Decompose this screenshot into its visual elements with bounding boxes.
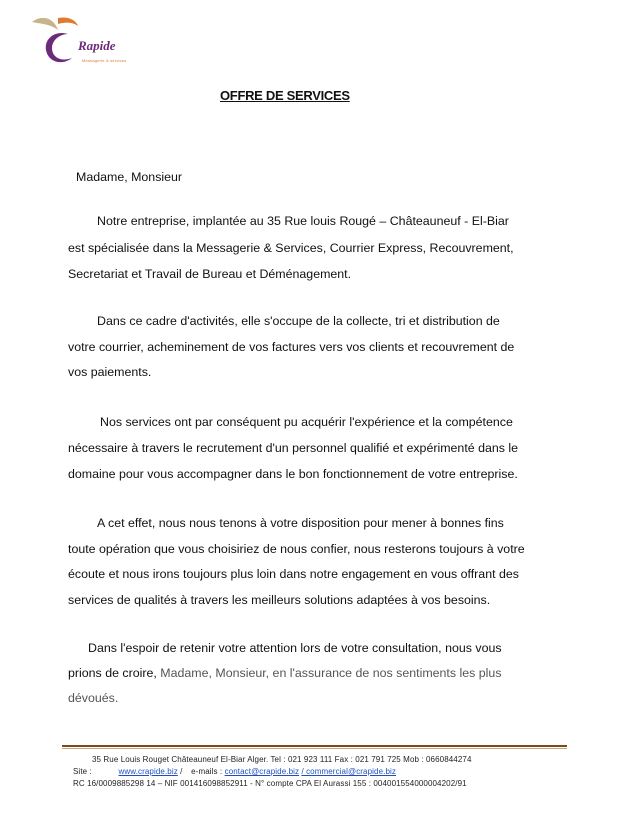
closing-line-1: Dans l'espoir de retenir votre attention lors de votre consultation, nous vous [88, 641, 502, 655]
logo-c-letter-icon [46, 33, 72, 62]
closing-line-2 [68, 665, 502, 681]
paragraph-2-line-3: vos paiements. [68, 365, 152, 379]
footer-separator: / [180, 767, 183, 776]
closing-line-3: dévoués. [68, 691, 119, 705]
closing-line-2-start: prions de croire, [68, 666, 161, 680]
paragraph-4-line-4: services de qualités à travers les meilleurs solutions adaptées à vos besoins. [68, 593, 491, 607]
footer-site-label: Site : [73, 767, 92, 776]
paragraph-2-line-2: votre courrier, acheminement de vos factures vers vos clients et recouvrement de [68, 340, 515, 354]
document-title: OFFRE DE SERVICES [220, 88, 350, 103]
greeting: Madame, Monsieur [76, 170, 183, 184]
footer-email-contact-link[interactable]: contact@crapide.biz [224, 767, 300, 776]
logo-wing-orange-icon [58, 17, 78, 26]
paragraph-3-line-2: nécessaire à travers le recrutement d'un personnel qualifié et expérimenté dans le [68, 441, 519, 455]
footer-registration: RC 16/0009885298 14 – NIF 001416098852911 - N° compte CPA El Aurassi 155 : 004001554000004202/91 [73, 779, 467, 788]
logo-wing-icon [32, 18, 58, 30]
paragraph-4-line-2: toute opération que vous choisiriez de nous confier, nous resterons toujours à votre [68, 542, 525, 556]
footer-contact-line [73, 767, 396, 777]
paragraph-4-line-3: écoute et nous irons toujours plus loin dans notre engagement en vous offrant des [68, 567, 519, 581]
footer-address: 35 Rue Louis Rouget Châteauneuf El-Biar Alger. Tel : 021 923 111 Fax : 021 791 725 Mob : 0660844274 [92, 755, 472, 764]
paragraph-4-line-1: A cet effet, nous nous tenons à votre disposition pour mener à bonnes fins [97, 516, 504, 530]
paragraph-1-line-1: Notre entreprise, implantée au 35 Rue louis Rougé – Châteauneuf - El-Biar [97, 214, 509, 228]
closing-line-2-end: Madame, Monsieur, en l'assurance de nos sentiments les plus [160, 666, 502, 680]
logo-brand-text: Rapide [78, 38, 116, 53]
paragraph-1-line-3: Secretariat et Travail de Bureau et Déménagement. [68, 267, 352, 281]
company-logo [28, 12, 138, 74]
footer-email-commercial-link[interactable]: / commercial@crapide.biz [301, 767, 396, 776]
paragraph-2-line-1: Dans ce cadre d'activités, elle s'occupe de la collecte, tri et distribution de [97, 314, 500, 328]
footer-site-link[interactable]: www.crapide.biz [118, 767, 178, 776]
paragraph-3-line-1: Nos services ont par conséquent pu acquérir l'expérience et la compétence [100, 415, 513, 429]
footer-emails-label: e-mails : [191, 767, 223, 776]
paragraph-3-line-3: domaine pour vous accompagner dans le bon fonctionnement de votre entreprise. [68, 467, 518, 481]
logo-tagline: Messagerie & services [82, 58, 127, 63]
footer-divider-light [62, 748, 567, 749]
paragraph-1-line-2: est spécialisée dans la Messagerie & Services, Courrier Express, Recouvrement, [68, 241, 514, 255]
footer-divider [62, 745, 567, 747]
